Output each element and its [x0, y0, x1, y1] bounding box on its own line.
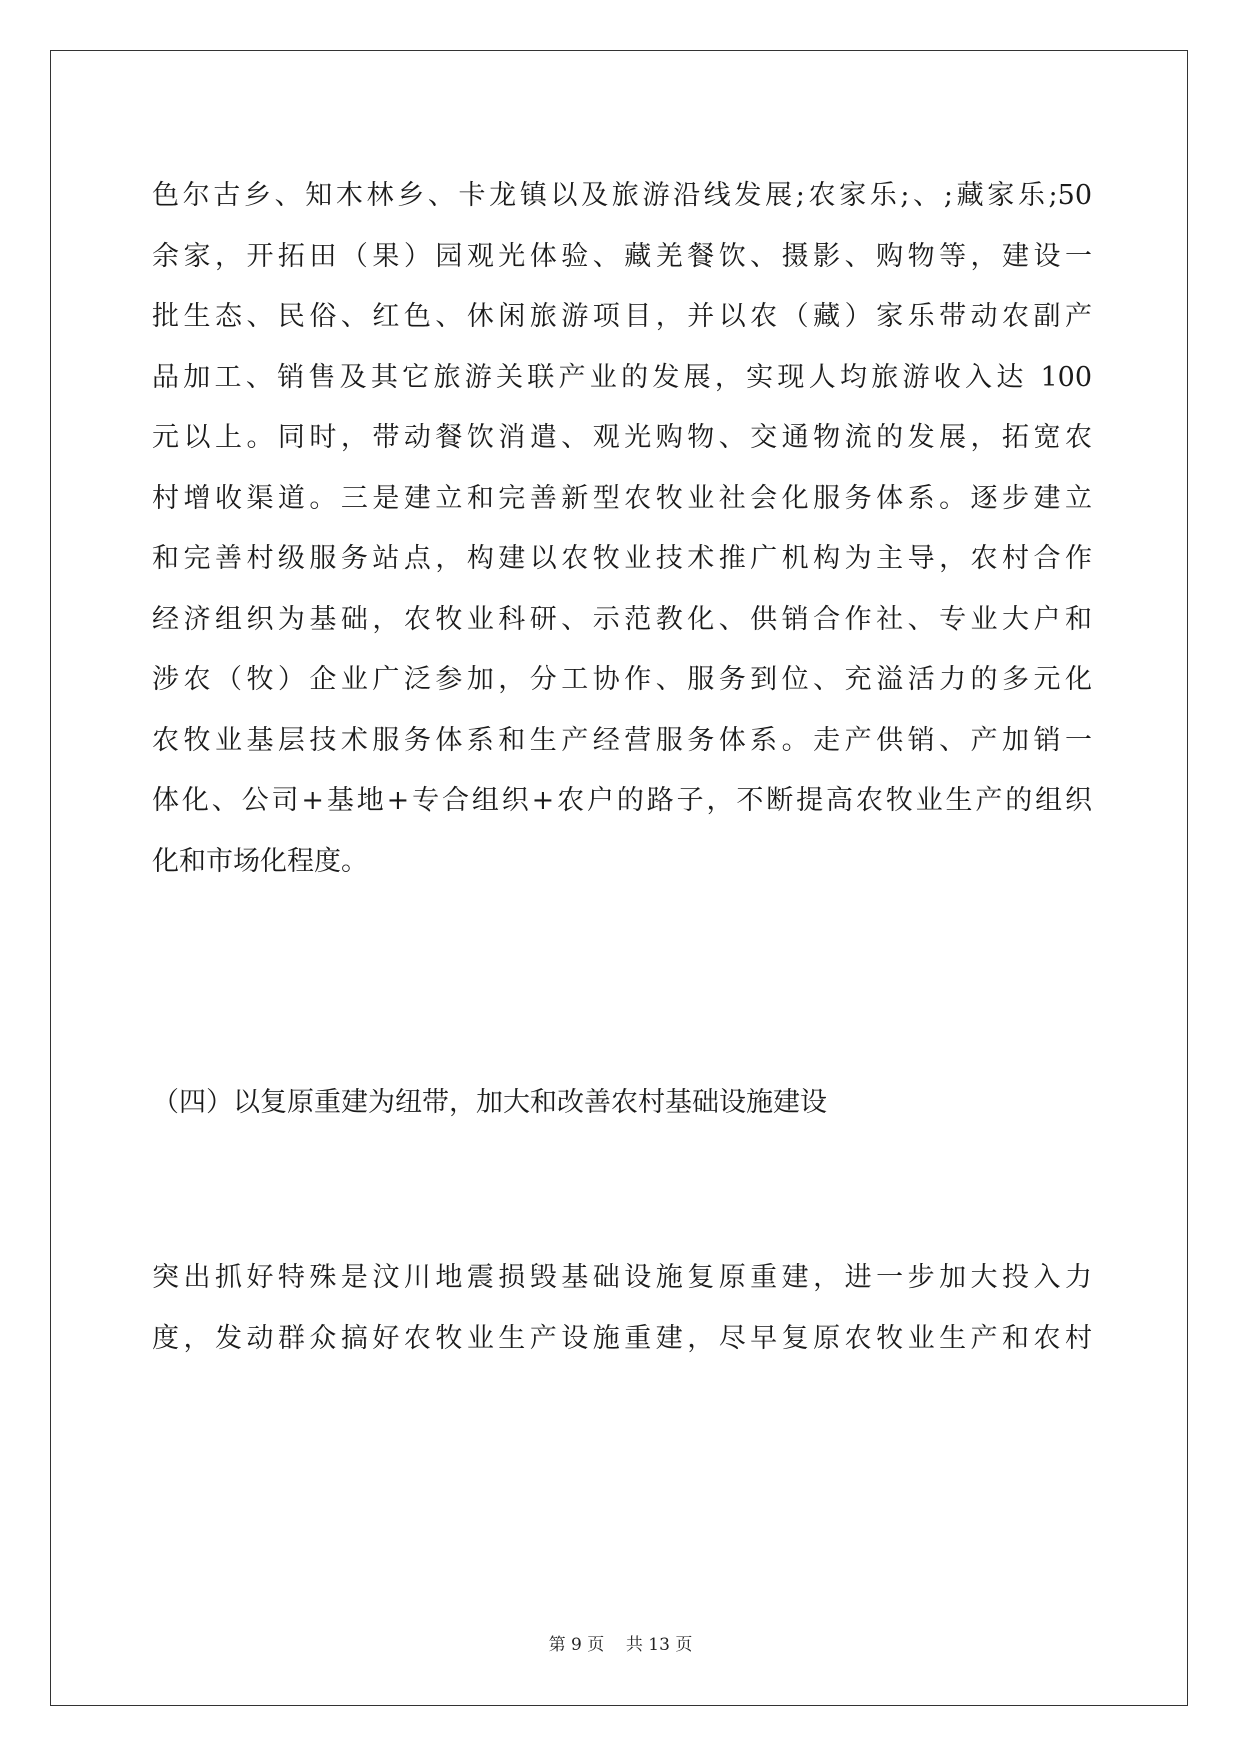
text-line: 突出抓好特殊是汶川地震损毁基础设施复原重建，进一步加大投入力: [152, 1262, 1092, 1293]
text-line: 涉农（牧）企业广泛参加，分工协作、服务到位、充溢活力的多元化: [152, 664, 1092, 695]
text-line: 和完善村级服务站点，构建以农牧业技术推广机构为主导，农村合作: [152, 543, 1092, 574]
text-line: 经济组织为基础，农牧业科研、示范教化、供销合作社、专业大户和: [152, 603, 1092, 635]
text-line: 批生态、民俗、红色、休闲旅游项目，并以农（藏）家乐带动农副产: [152, 301, 1092, 332]
paragraph-1: [152, 166, 1092, 892]
text-line: 品加工、销售及其它旅游关联产业的发展，实现人均旅游收入达 100: [152, 361, 1092, 393]
section-heading: （四）以复原重建为纽带，加大和改善农村基础设施建设: [152, 1087, 827, 1118]
text-line: 村增收渠道。三是建立和完善新型农牧业社会化服务体系。逐步建立: [152, 482, 1092, 514]
text-line: 度，发动群众搞好农牧业生产设施重建，尽早复原农牧业生产和农村: [152, 1322, 1092, 1354]
document-body: [152, 166, 1092, 1354]
page-number: 第 9 页 共 13 页: [548, 1635, 693, 1655]
text-line: 元以上。同时，带动餐饮消遣、观光购物、交通物流的发展，拓宽农: [152, 422, 1092, 453]
text-line: 色尔古乡、知木林乡、卡龙镇以及旅游沿线发展;农家乐;、;藏家乐;50: [152, 180, 1092, 211]
text-line: 化和市场化程度。: [152, 845, 368, 877]
text-line: 余家，开拓田（果）园观光体验、藏羌餐饮、摄影、购物等，建设一: [152, 240, 1092, 272]
page-footer: [0, 1633, 1241, 1657]
text-line: 农牧业基层技术服务体系和生产经营服务体系。走产供销、产加销一: [152, 724, 1092, 756]
text-line: 体化、公司+基地+专合组织+农户的路子，不断提高农牧业生产的组织: [152, 785, 1092, 816]
paragraph-2: [152, 1248, 1092, 1369]
